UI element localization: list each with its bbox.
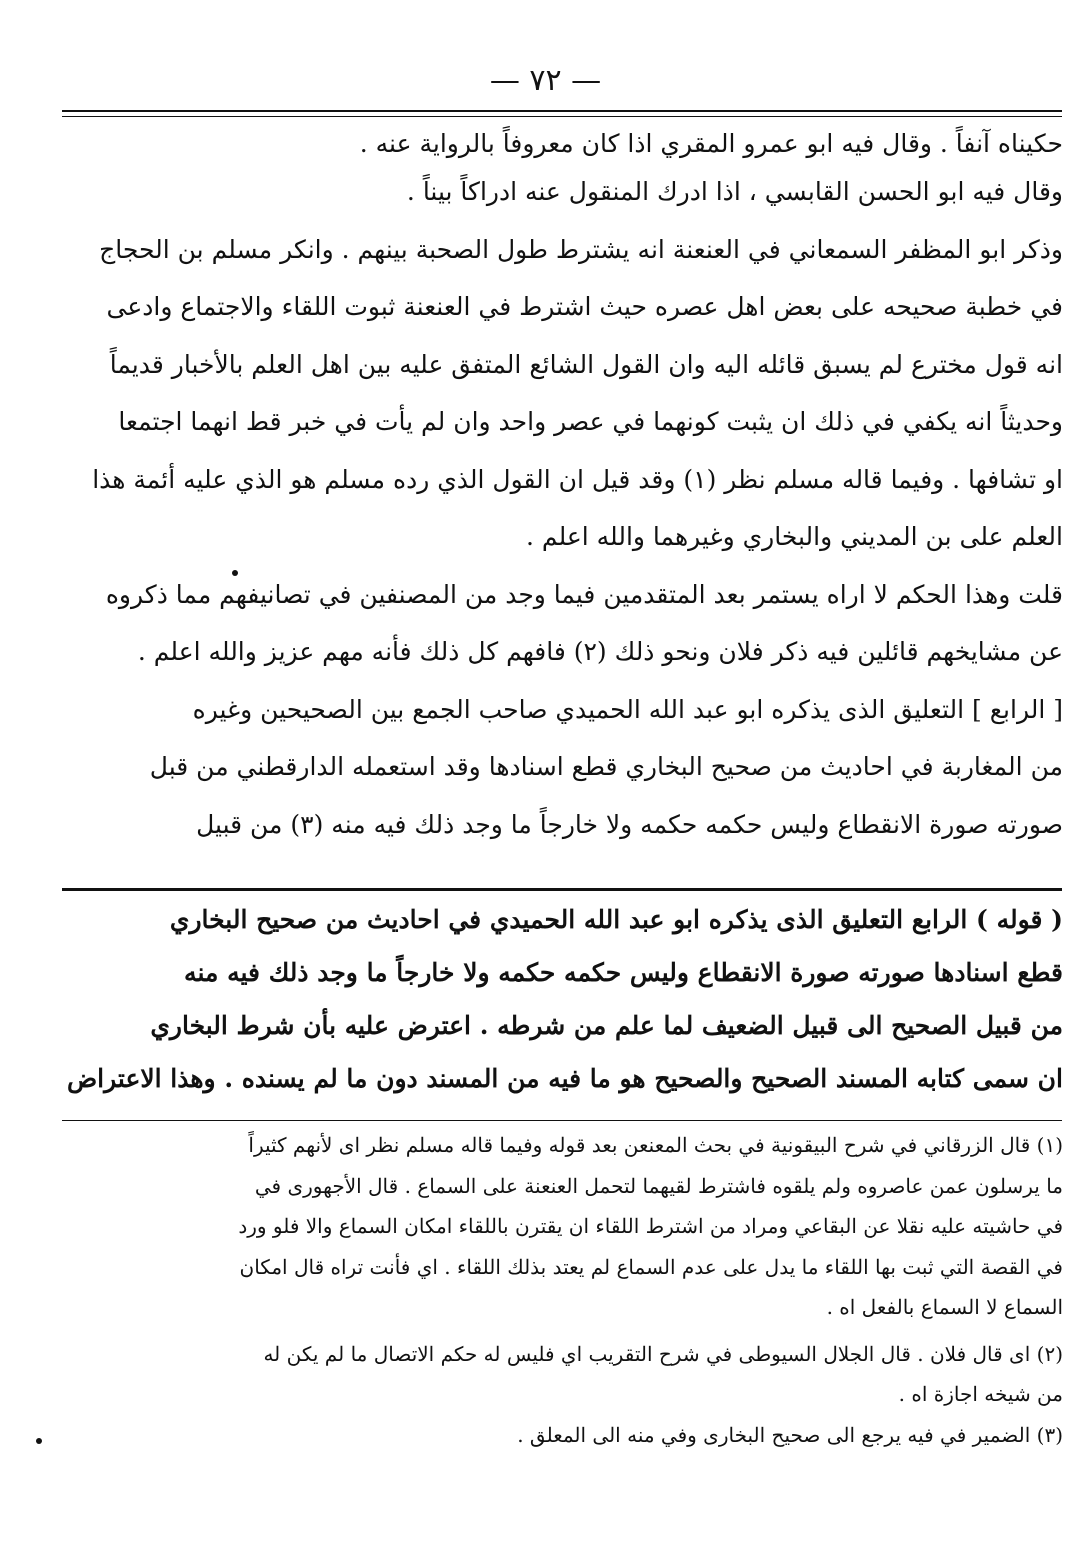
main-text	[58, 124, 1063, 862]
footnote-line: ما يرسلون عمن عاصروه ولم يلقوه فاشترط لقيهما لتحمل العنعنة على السماع . قال الأجهورى في	[254, 1173, 1063, 1198]
commentary-divider	[62, 888, 1062, 891]
ink-speck	[232, 570, 238, 576]
footnote-line: السماع لا السماع بالفعل اه .	[826, 1295, 1063, 1319]
main-line: صورته صورة الانقطاع وليس حكمه حكمه ولا خارجاً ما وجد ذلك فيه منه (٣) من قبيل	[196, 809, 1063, 839]
commentary-text	[58, 898, 1063, 1110]
main-line: من المغاربة في احاديث من صحيح البخاري قطع اسنادها وقد استعمله الدارقطني من قبل	[149, 752, 1063, 781]
header-rule-thin	[62, 116, 1062, 117]
main-line: [ الرابع ] التعليق الذى يذكره ابو عبد الله الحميدي صاحب الجمع بين الصحيحين وغيره	[192, 694, 1063, 724]
main-line: العلم على بن المديني والبخاري وغيرهما والله اعلم .	[526, 522, 1063, 551]
main-line: وحديثاً انه يكفي في ذلك ان يثبت كونهما في عصر واحد وان لم يأت في خبر قط انهما اجتمعا	[118, 407, 1063, 436]
commentary-line: من قبيل الصحيح الى قبيل الضعيف لما علم من شرطه . اعترض عليه بأن شرط البخاري	[150, 1011, 1063, 1040]
main-line: انه قول مخترع لم يسبق قائله اليه وان القول الشائع المتفق عليه بين اهل العلم بالأخبار قديماً	[109, 349, 1063, 379]
main-line: او تشافها . وفيما قاله مسلم نظر (١) وقد قيل ان القول الذي رده مسلم هو الذي عليه أئمة هذا	[92, 464, 1063, 494]
header-rule	[62, 110, 1062, 112]
main-line: حكيناه آنفاً . وقال فيه ابو عمرو المقري اذا كان معروفاً بالرواية عنه .	[359, 129, 1063, 158]
footnote-line: (٣) الضمير في فيه يرجع الى صحيح البخارى وفي منه الى المعلق .	[517, 1422, 1063, 1447]
footnote-line: (١) قال الزرقاني في شرح البيقونية في بحث المعنعن بعد قوله وفيما قاله مسلم نظر اى لأنهم كثيراً	[248, 1133, 1063, 1157]
main-line: قلت وهذا الحكم لا اراه يستمر بعد المتقدمين فيما وجد من المصنفين في تصانيفهم مما ذكروه	[105, 579, 1063, 609]
commentary-line: قطع اسنادها صورته صورة الانقطاع وليس حكمه حكمه ولا خارجاً ما وجد ذلك فيه منه	[184, 958, 1063, 987]
ink-speck	[36, 1438, 42, 1444]
footnote-divider	[62, 1120, 1062, 1121]
commentary-line: ( قوله ) الرابع التعليق الذى يذكره ابو عبد الله الحميدي في احاديث من صحيح البخاري	[169, 905, 1063, 934]
page-number: — ٧٢ —	[489, 63, 602, 98]
main-line: عن مشايخهم قائلين فيه ذكر فلان ونحو ذلك (٢) فافهم كل ذلك فأنه مهم عزيز والله اعلم .	[137, 637, 1063, 666]
main-line: في خطبة صحيحه على بعض اهل عصره حيث اشترط في العنعنة ثبوت اللقاء والاجتماع وادعى	[106, 292, 1063, 321]
footnote-line: (٢) اى قال فلان . قال الجلال السيوطى في شرح التقريب اي فليس له حكم الاتصال ما لم يكن له	[263, 1341, 1063, 1366]
commentary-line: ان سمى كتابه المسند الصحيح والصحيح هو ما فيه من المسند دون ما لم يسنده . وهذا الاعتراض	[66, 1064, 1063, 1093]
main-line: وقال فيه ابو الحسن القابسي ، اذا ادرك المنقول عنه ادراكاً بيناً .	[406, 177, 1063, 206]
main-line: وذكر ابو المظفر السمعاني في العنعنة انه يشترط طول الصحبة بينهم . وانكر مسلم بن الحجاج	[99, 234, 1063, 264]
footnote-line: من شيخه اجازة اه .	[898, 1382, 1063, 1406]
footnote-line: في القصة التي ثبت بها اللقاء ما يدل على عدم السماع لم يعتد بذلك اللقاء . اي فأنت تراه قال امكان	[239, 1254, 1063, 1279]
footnotes	[58, 1128, 1063, 1458]
footnote-line: في حاشيته عليه نقلا عن البقاعي ومراد من اشترط اللقاء ان يقترن باللقاء امكان السماع والا فلو ورد	[238, 1214, 1063, 1238]
